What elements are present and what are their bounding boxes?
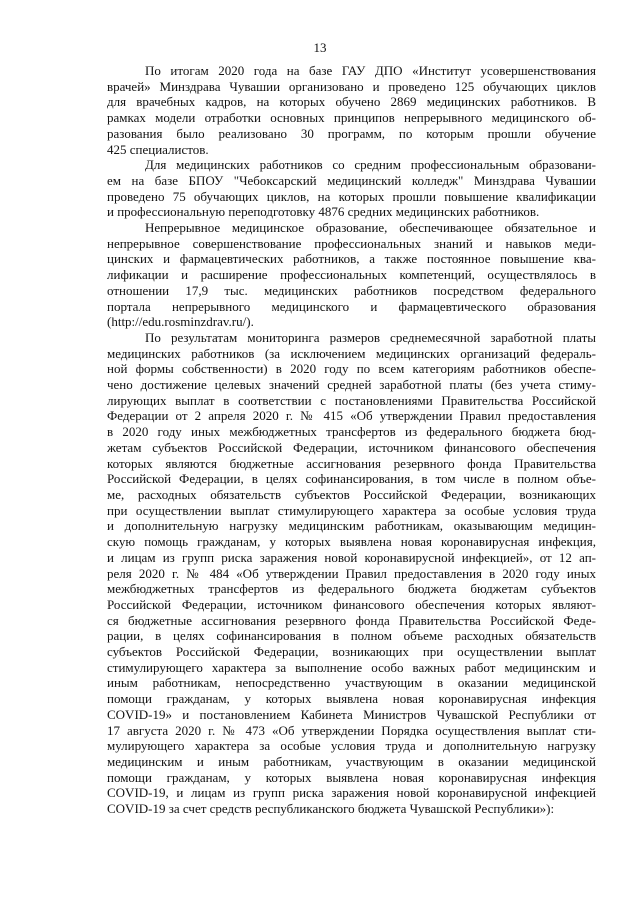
text-line: и профессиональную переподготовку 4876 средних медицинских работников.	[107, 204, 540, 220]
text-line: COVID-19 за счет средств республиканского бюджета Чувашской Республики»):	[107, 801, 555, 817]
text-line: разования было реализовано 30 программ, по которым прошли обучение	[107, 125, 596, 141]
text-line: ем на базе БПОУ "Чебоксарский медицинский колледж" Минздрава Чувашии	[107, 172, 596, 188]
text-line: портала непрерывного медицинского и фармацевтического образования	[107, 298, 596, 314]
text-line: и лицам из групп риска заражения новой коронавирусной инфекцией», от 12 ап-	[107, 549, 596, 565]
text-line: мулирующего характера за особые условия труда и дополнительную нагрузку	[107, 738, 596, 754]
text-line: Российской Федерации, источником финансового обеспечения которых являют-	[107, 596, 596, 612]
text-line: лификации и расширение профессиональных компетенций, осуществлялось в	[107, 267, 596, 283]
text-line: которых являются бюджетные ассигнования резервного фонда Правительства	[107, 455, 596, 471]
text-line: COVID-19, и лицам из групп риска заражения новой коронавирусной инфекцией	[107, 785, 596, 801]
text-line: стимулирующего характера за выполнение особо важных работ медицинским и	[107, 659, 596, 675]
text-line: субъектов Российской Федерации, возникающих при осуществлении выплат	[107, 644, 596, 660]
paragraph	[107, 220, 596, 330]
text-line: непрерывное совершенствование профессиональных знаний и навыков меди-	[107, 235, 596, 251]
text-line: По итогам 2020 года на базе ГАУ ДПО «Институт усовершенствования	[145, 63, 596, 78]
text-line: жетам субъектов Российской Федерации, источником финансового обеспечения	[107, 439, 596, 455]
text-line: ной формы собственности) в 2020 году по всем категориям работников обеспе-	[107, 361, 596, 377]
text-line: скую помощь гражданам, у которых выявлена новая коронавирусная инфекция,	[107, 534, 596, 550]
text-line: 425 специалистов.	[107, 141, 209, 157]
text-line: реля 2020 г. № 484 «Об утверждении Правил предоставления в 2020 году иных	[107, 565, 596, 581]
page-number: 13	[313, 40, 327, 55]
paragraph	[107, 330, 596, 817]
text-line: Непрерывное медицинское образование, обеспечивающее обязательное и	[145, 220, 596, 236]
document-body	[107, 63, 596, 817]
text-line: рации, в целях софинансирования в полном объеме расходных обязательств	[107, 628, 596, 644]
text-line: Для медицинских работников со средним профессиональным образовани-	[145, 157, 596, 173]
text-line: ся бюджетные ассигнования резервного фонда Правительства Российской Феде-	[107, 612, 596, 628]
text-line: По результатам мониторинга размеров среднемесячной заработной платы	[145, 329, 596, 345]
text-line: проведено 75 обучающих циклов, на которых прошли повышение квалификации	[107, 188, 596, 204]
text-line: 17 августа 2020 г. № 473 «Об утверждении Порядка осуществления выплат сти-	[107, 722, 596, 738]
text-line: помощи гражданам, у которых выявлена новая коронавирусная инфекция	[107, 691, 596, 707]
text-line: помощи гражданам, у которых выявлена новая коронавирусная инфекция	[107, 769, 596, 785]
paragraph	[107, 157, 596, 220]
text-line: отношении 17,9 тыс. медицинских работников посредством федерального	[107, 282, 596, 298]
text-line: и дополнительную нагрузку медицинским работникам, оказывающим медицин-	[107, 518, 596, 534]
text-line: (http://edu.rosminzdrav.ru/).	[107, 314, 254, 330]
text-line: врачей» Минздрава Чувашии организовано и проведено 125 обучающих циклов	[107, 78, 596, 94]
text-line: COVID-19» и постановлением Кабинета Министров Чувашской Республики от	[107, 706, 596, 722]
text-line: межбюджетных трансфертов из федерального бюджета бюджетам субъектов	[107, 581, 596, 597]
text-line: медицинских работников (за исключением медицинских организаций федераль-	[107, 345, 596, 361]
text-line: Федерации от 2 апреля 2020 г. № 415 «Об утверждении Правил предоставления	[107, 408, 596, 424]
text-line: цинских и фармацевтических работников, а также постоянное повышение ква-	[107, 251, 596, 267]
text-line: лирующих выплат в соответствии с постановлениями Правительства Российской	[107, 392, 596, 408]
text-line: при осуществлении выплат стимулирующего характера за особые условия труда	[107, 502, 596, 518]
text-line: Российской Федерации, в целях софинансирования, в том числе в полном объе-	[107, 471, 596, 487]
text-line: иным работникам, непосредственно участвующим в оказании медицинской	[107, 675, 596, 691]
text-line: для врачебных кадров, на которых обучено 2869 медицинских работников. В	[107, 94, 596, 110]
text-line: в 2020 году иных межбюджетных трансфертов из федерального бюджета бюд-	[107, 424, 596, 440]
paragraph	[107, 63, 596, 157]
text-line: чено достижение целевых значений средней заработной платы (без учета стиму-	[107, 377, 596, 393]
text-line: рамках модели отработки основных принципов непрерывного медицинского об-	[107, 110, 596, 126]
text-line: ме, расходных обязательств субъектов Российской Федерации, возникающих	[107, 486, 596, 502]
text-line: медицинским и иным работникам, участвующим в оказании медицинской	[107, 753, 596, 769]
